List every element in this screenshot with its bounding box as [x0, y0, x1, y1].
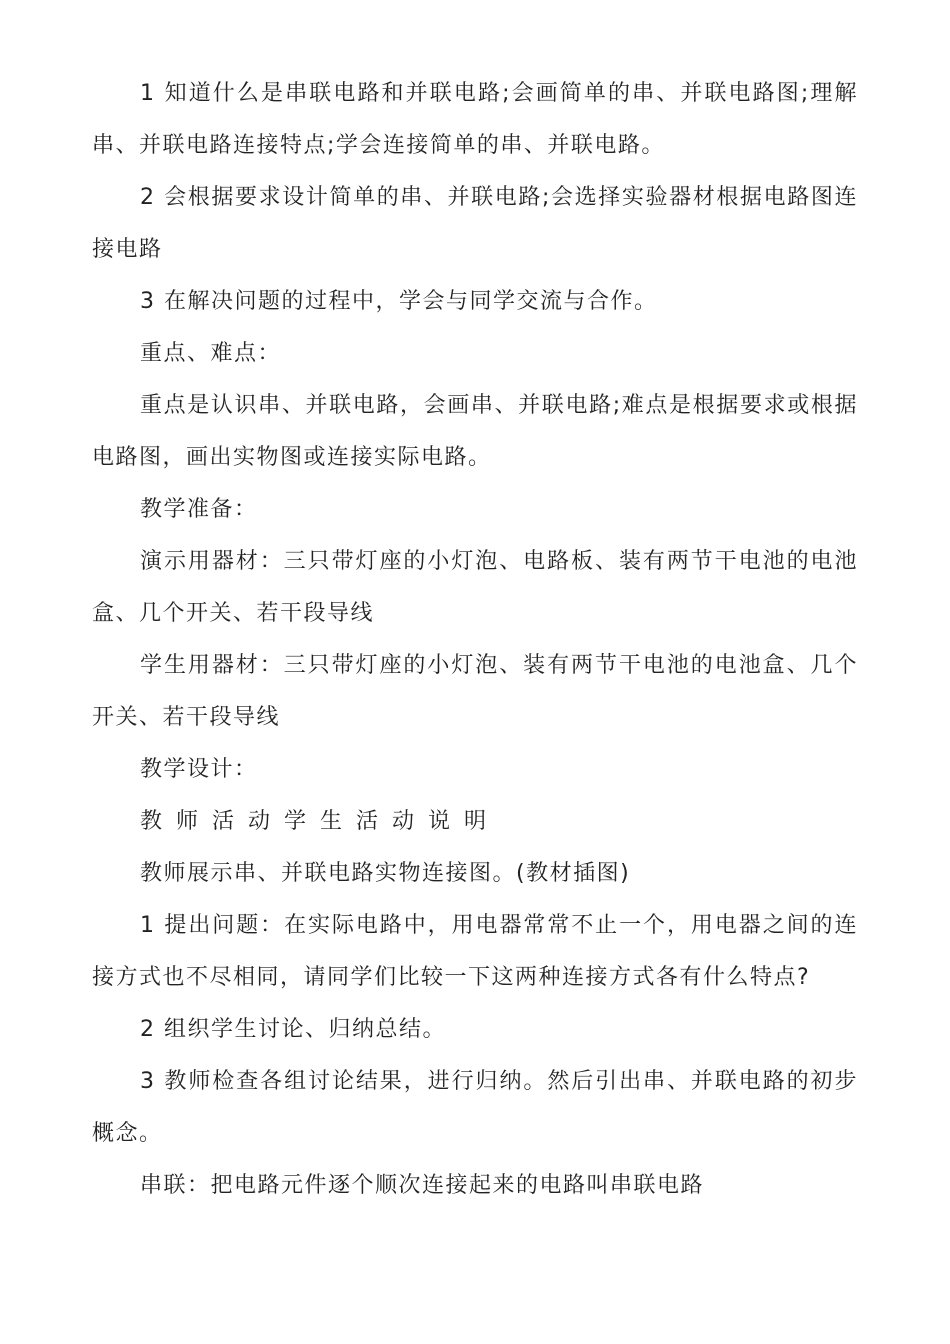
step-3-paragraph: 3 教师检查各组讨论结果，进行归纳。然后引出串、并联电路的初步概念。: [92, 1069, 858, 1146]
step-1-paragraph: 1 提出问题：在实际电路中，用电器常常不止一个，用电器之间的连接方式也不尽相同，请同学们比较一下这两种连接方式各有什么特点?: [92, 913, 858, 990]
teacher-demo-paragraph: 教师展示串、并联电路实物连接图。(教材插图): [140, 861, 631, 886]
series-definition-paragraph: 串联：把电路元件逐个顺次连接起来的电路叫串联电路: [140, 1173, 705, 1198]
activity-columns-line: 教师活动学生活动说明: [140, 809, 501, 834]
student-equipment-paragraph: 学生用器材：三只带灯座的小灯泡、装有两节干电池的电池盒、几个开关、若干段导线: [92, 653, 858, 730]
objective-3-paragraph: 3 在解决问题的过程中，学会与同学交流与合作。: [140, 289, 658, 314]
key-points-paragraph: 重点是认识串、并联电路，会画串、并联电路;难点是根据要求或根据电路图，画出实物图或连接实际电路。: [92, 393, 858, 470]
objective-1-paragraph: 1 知道什么是串联电路和并联电路;会画简单的串、并联电路图;理解串、并联电路连接特点;学会连接简单的串、并联电路。: [92, 81, 858, 158]
preparation-heading: 教学准备：: [140, 497, 258, 522]
document-page: [92, 68, 858, 1212]
objective-2-paragraph: 2 会根据要求设计简单的串、并联电路;会选择实验器材根据电路图连接电路: [92, 185, 858, 262]
design-heading: 教学设计：: [140, 757, 258, 782]
step-2-paragraph: 2 组织学生讨论、归纳总结。: [140, 1017, 446, 1042]
demo-equipment-paragraph: 演示用器材：三只带灯座的小灯泡、电路板、装有两节干电池的电池盒、几个开关、若干段导线: [92, 549, 858, 626]
key-points-heading: 重点、难点：: [140, 341, 282, 366]
